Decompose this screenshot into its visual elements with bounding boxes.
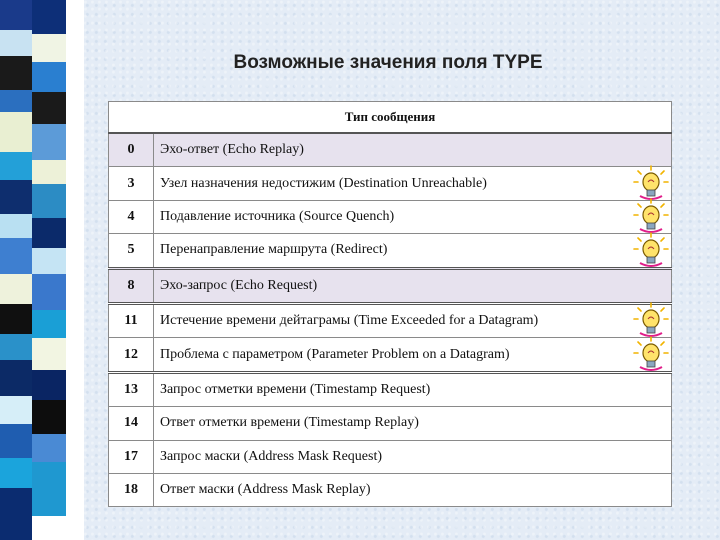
type-description: Ответ отметки времени (Timestamp Replay) bbox=[154, 407, 672, 440]
table-row bbox=[109, 234, 672, 268]
table-row bbox=[109, 440, 672, 473]
table-row bbox=[109, 338, 672, 372]
type-description: Истечение времени дейтаграмы (Time Exceeded for a Datagram) bbox=[154, 303, 672, 337]
type-code: 0 bbox=[109, 133, 154, 167]
type-values-table bbox=[108, 101, 672, 507]
table-row bbox=[109, 372, 672, 406]
type-description: Эхо-запрос (Echo Request) bbox=[154, 268, 672, 303]
type-code: 11 bbox=[109, 303, 154, 337]
type-description: Эхо-ответ (Echo Replay) bbox=[154, 133, 672, 167]
table-row bbox=[109, 268, 672, 303]
table-header: Тип сообщения bbox=[109, 102, 672, 134]
lightbulb-icon bbox=[630, 198, 672, 236]
type-description: Ответ маски (Address Mask Replay) bbox=[154, 473, 672, 506]
table-row bbox=[109, 200, 672, 233]
type-description: Проблема с параметром (Parameter Problem on a Datagram) bbox=[154, 338, 672, 372]
table-row bbox=[109, 167, 672, 200]
table-row bbox=[109, 303, 672, 337]
type-description: Запрос отметки времени (Timestamp Request) bbox=[154, 372, 672, 406]
decorative-color-strip bbox=[0, 0, 84, 540]
type-code: 12 bbox=[109, 338, 154, 372]
type-description: Перенаправление маршрута (Redirect) bbox=[154, 234, 672, 268]
table-row bbox=[109, 407, 672, 440]
type-code: 5 bbox=[109, 234, 154, 268]
lightbulb-icon bbox=[630, 302, 672, 340]
lightbulb-icon bbox=[630, 232, 672, 270]
lightbulb-icon bbox=[630, 165, 672, 203]
lightbulb-icon bbox=[630, 336, 672, 374]
type-code: 8 bbox=[109, 268, 154, 303]
type-code: 18 bbox=[109, 473, 154, 506]
type-description: Узел назначения недостижим (Destination Unreachable) bbox=[154, 167, 672, 200]
type-description: Запрос маски (Address Mask Request) bbox=[154, 440, 672, 473]
table-row bbox=[109, 473, 672, 506]
type-description: Подавление источника (Source Quench) bbox=[154, 200, 672, 233]
table-row bbox=[109, 133, 672, 167]
page-title: Возможные значения поля TYPE bbox=[233, 52, 543, 73]
type-code: 14 bbox=[109, 407, 154, 440]
type-code: 3 bbox=[109, 167, 154, 200]
type-code: 4 bbox=[109, 200, 154, 233]
type-code: 13 bbox=[109, 372, 154, 406]
type-code: 17 bbox=[109, 440, 154, 473]
